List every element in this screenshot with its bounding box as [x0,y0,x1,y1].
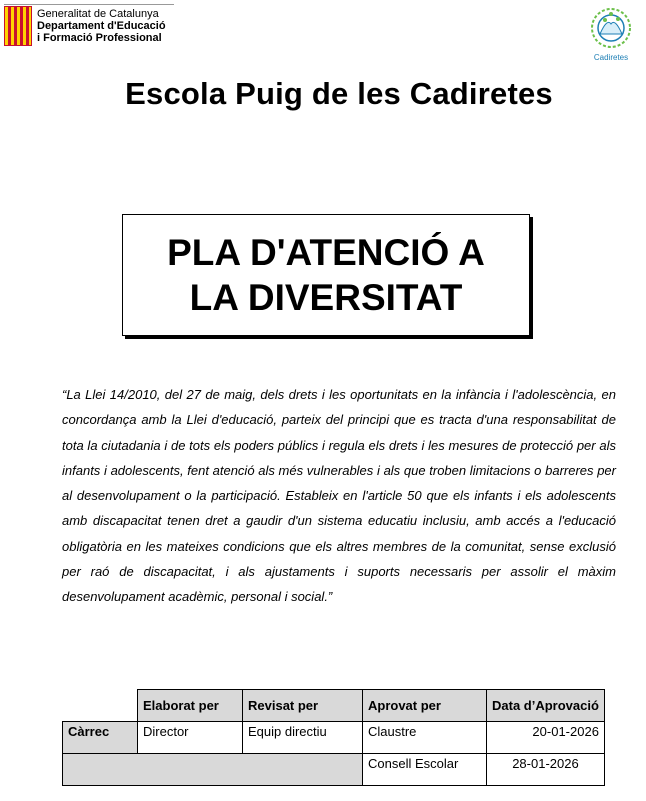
table-row [63,722,605,754]
cell-revisat: Equip directiu [243,722,363,754]
plan-title: PLA D'ATENCIÓ A LA DIVERSITAT [167,232,485,318]
approval-table [62,689,605,786]
header-revisat: Revisat per [243,690,363,722]
table-corner [63,690,138,722]
header-elaborat: Elaborat per [138,690,243,722]
catalonia-flag-icon [4,6,32,46]
cell-data: 28-01-2026 [487,754,605,786]
table-row [63,754,605,786]
cell-empty-merged [63,754,363,786]
cell-data: 20-01-2026 [487,722,605,754]
cell-elaborat: Director [138,722,243,754]
school-logo [585,6,637,62]
law-quote: “La Llei 14/2010, del 27 de maig, dels drets i les oportunitats en la infància i l'adolescència, en concordança amb la Llei d'educació, parteix del principi que es tracta d'una responsabilitat de tota la ciutadania i de tots els poders públics i regula els drets i les mesures de protecció per als infants i adolescents, fent atenció als més vulnerables i als que troben limitacions o barreres per al desenvolupament o la participació. Estableix en l'article 50 que els infants i els adolescents amb discapacitat tenen dret a gaudir d'un sistema educatiu inclusiu, amb accés a l'educació obligatòria en les mateixes condicions que els altres membres de la comunitat, sense exclusió per raó de discapacitat, i als ajustaments i suports necessaris per assolir el màxim desenvolupament acadèmic, personal i social.” [62,387,616,605]
table-header-row [63,690,605,722]
school-logo-label: Cadiretes [593,53,629,62]
header-data: Data d’Aprovació [487,690,605,722]
cell-aprovat: Claustre [363,722,487,754]
header-rule [4,4,174,5]
school-emblem-icon [585,6,637,54]
header-aprovat: Aprovat per [363,690,487,722]
logo-line-training: i Formació Professional [37,32,162,44]
plan-title-box [122,214,530,336]
logo-line-department: Departament d'Educació [37,20,166,32]
cell-aprovat: Consell Escolar [363,754,487,786]
generalitat-text [37,8,166,44]
row-label-carrec: Càrrec [63,722,138,754]
generalitat-logo [4,4,174,46]
logo-line-generalitat: Generalitat de Catalunya [37,8,159,20]
school-name: Escola Puig de les Cadiretes [125,76,553,111]
